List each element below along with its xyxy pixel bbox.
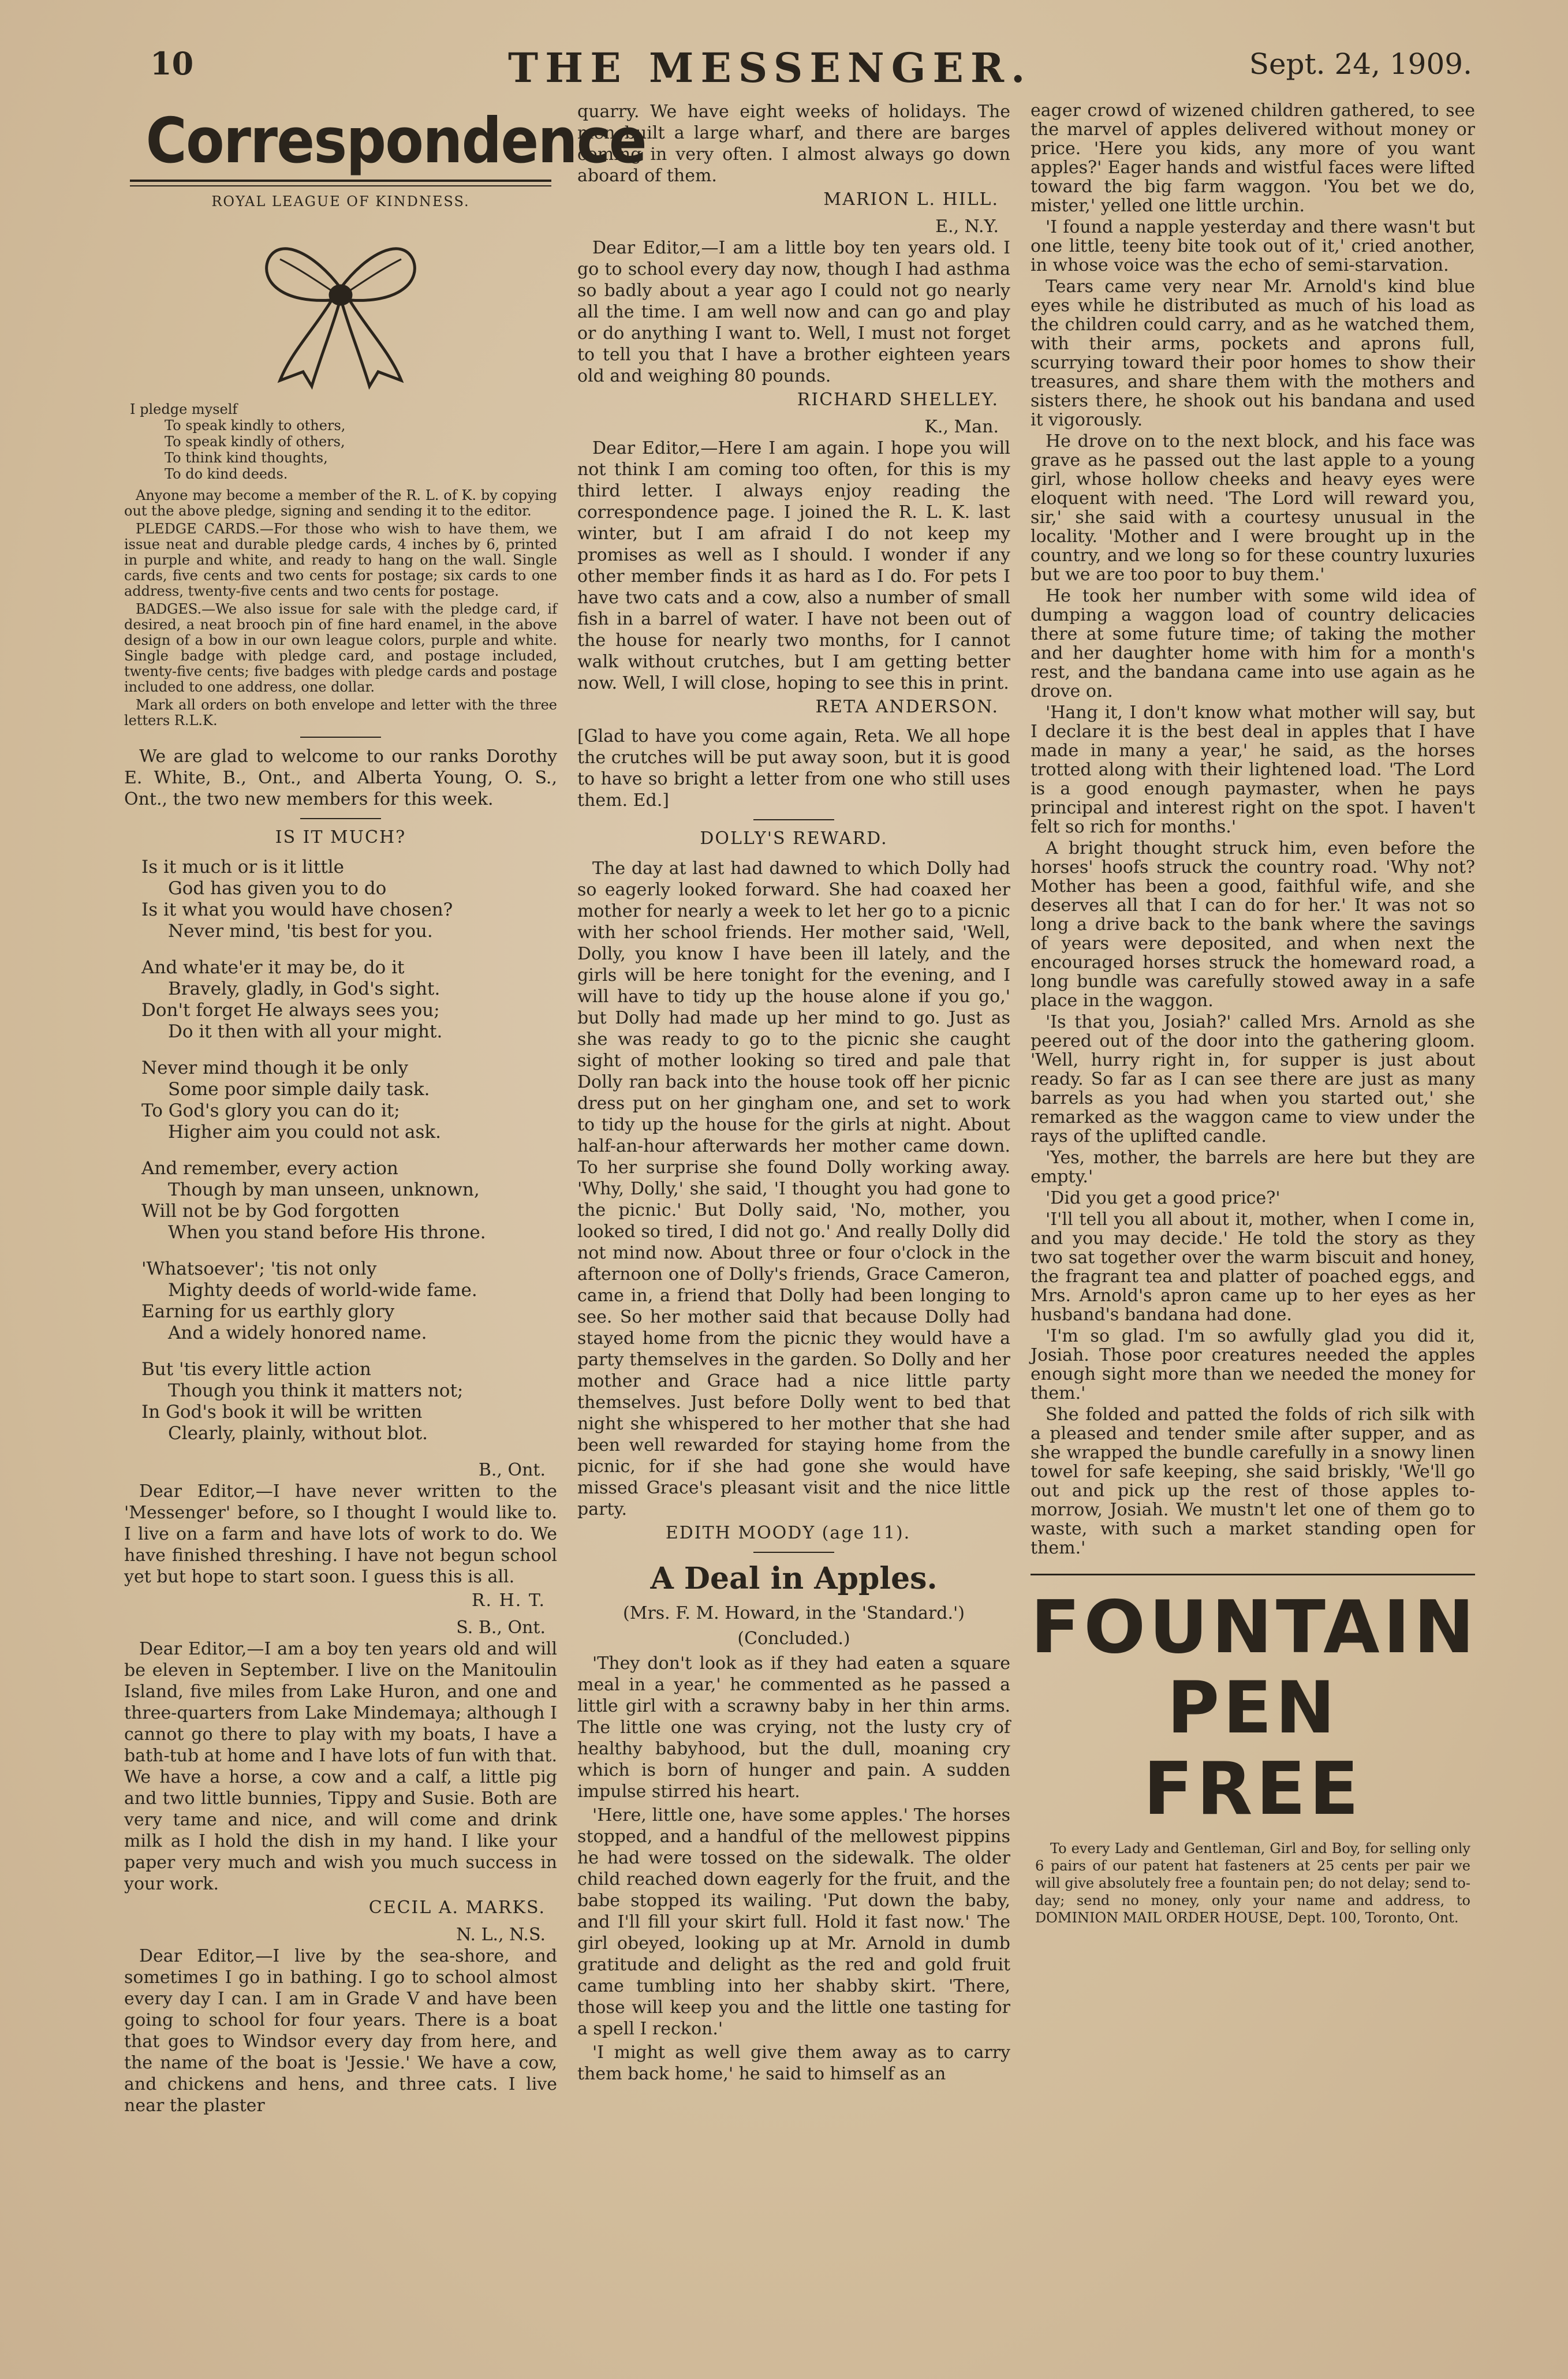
ad-headline: FREE: [1143, 1746, 1362, 1831]
article-source: (Mrs. F. M. Howard, in the 'Standard.'): [623, 1603, 965, 1623]
article-paragraph: 'I found a napple yesterday and there wasn't but one little, teeny bite took out of it,' cried another, in whose voice was the echo of semi-starvation.: [1031, 217, 1475, 275]
poem-line: And remember, every action: [141, 1158, 398, 1179]
article-paragraph: Tears came very near Mr. Arnold's kind blue eyes while he distributed as much of his load as the children could carry, and as he watched them, with their arms, pockets and aprons full, scurrying toward their poor homes to show their treasures, and share them with the mothers and sisters there, he shook out his bandana and used it vigorously.: [1031, 277, 1475, 430]
poem-line: Earning for us earthly glory: [141, 1301, 395, 1322]
poem-line: In God's book it will be written: [141, 1402, 423, 1422]
article-paragraph: 'Here, little one, have some apples.' The horses stopped, and a handful of the mellowest pippins he had were tossed on the sidewalk. The older child reached down eagerly for the fruit, and the babe stopped its wailing. 'Put down the baby, and I'll fill your skirt full. Hold it fast now.' The girl obeyed, looking up at Mr. Arnold in dumb gratitude and delight as the red and gold fruit came tumbling into her shabby skirt. 'There, those will keep you and the little one tasting for a spell I reckon.': [577, 1805, 1010, 2039]
fountain-pen-advertisement: [1031, 1574, 1478, 1926]
article-paragraph: 'Yes, mother, the barrels are here but they are empty.': [1031, 1148, 1475, 1187]
newspaper-title: THE MESSENGER.: [508, 44, 1032, 92]
poem-line: Do it then with all your might.: [168, 1021, 443, 1042]
poem-line: To God's glory you can do it;: [141, 1100, 400, 1121]
letter-place: N. L., N.S.: [456, 1925, 546, 1945]
article-paragraph: He took her number with some wild idea of dumping a waggon load of country delicacies there at some future time; of taking the mother and her daughter home with him for a month's rest, and the bandana came into use again as he drove on.: [1031, 586, 1475, 701]
divider: [300, 818, 381, 819]
rule-paragraph: BADGES.—We also issue for sale with the pledge card, if desired, a neat brooch pin of fine hard enamel, in the above design of a bow in our own league colors, purple and white. Single badge with pledge card, and postage included, twenty-five cents; five badges with pledge cards and postage included to one address, one dollar.: [124, 601, 557, 695]
rule-paragraph: PLEDGE CARDS.—For those who wish to have them, we issue neat and durable pledge cards, 4 inches by 6, printed in purple and white, and ready to hang on the wall. Single cards, five cents and two cents for postage; six cards to one address, twenty-five cents and two cents for postage.: [124, 521, 557, 599]
article-continued: [1031, 101, 1475, 1558]
poem-line: Is it much or is it little: [141, 857, 345, 877]
pledge-line: To speak kindly of others,: [165, 434, 345, 450]
letter-text: Dear Editor,—I live by the sea-shore, and sometimes I go in bathing. I go to school almost every day I can. I am in Grade V and have been going to school for four years. There is a boat that goes to Windsor every day from here, and the name of the boat is 'Jessie.' We have a cow, and chickens and hens, and three cats. I live near the plaster: [124, 1946, 557, 2116]
poem: [141, 857, 557, 1444]
article-paragraph: 'Did you get a good price?': [1046, 1188, 1280, 1208]
poem-stanza: [141, 1258, 557, 1344]
article-paragraph: 'I'll tell you all about it, mother, when I come in, and you may decide.' He told the story as they two sat together over the warm biscuit and honey, the fragrant tea and platter of poached eggs, and Mrs. Arnold's apron came up to her eyes as her husband's bandana had done.: [1031, 1209, 1475, 1325]
poem-line: Never mind, 'tis best for you.: [168, 921, 433, 942]
pledge-line: I pledge myself: [130, 401, 238, 417]
story-title: DOLLY'S REWARD.: [700, 828, 888, 849]
letter-place: E., N.Y.: [935, 216, 999, 237]
poem-line: Never mind though it be only: [141, 1058, 409, 1078]
letter-signature: CECIL A. MARKS.: [368, 1898, 546, 1918]
poem-title: IS IT MUCH?: [275, 827, 406, 847]
article-paragraph: 'Hang it, I don't know what mother will say, but I declare it is the best deal in apples that I have made in many a year,' he said, as the horses trotted along with their lightened load. 'The Lord is a good enough paymaster, when he pays principal and interest right on the spot. I haven't felt so rich for months.': [1031, 703, 1475, 837]
ribbon-bow-icon: [245, 213, 436, 392]
letter-place: S. B., Ont.: [456, 1618, 546, 1638]
divider: [753, 819, 834, 820]
column-2: [577, 101, 1010, 2335]
editor-note: [Glad to have you come again, Reta. We all hope the crutches will be put away soon, but it is good to have so bright a letter from one who still uses them. Ed.]: [577, 726, 1010, 811]
poem-line: Is it what you would have chosen?: [141, 899, 453, 920]
poem-stanza: [141, 1158, 557, 1243]
poem-line: Mighty deeds of world-wide fame.: [168, 1280, 477, 1301]
article-paragraph: 'Is that you, Josiah?' called Mrs. Arnold as she peered out of the door into the gathering gloom. 'Well, hurry right in, for supper is just about ready. So far as I can see there are just as many barrels as you had when you started out,' she remarked as the waggon came to view under the rays of the uplifted candle.: [1031, 1012, 1475, 1146]
column-3: [1031, 100, 1478, 2335]
league-rules: [124, 488, 557, 729]
article-paragraph: He drove on to the next block, and his face was grave as he passed out the last apple to a young girl, whose hollow cheeks and heavy eyes were eloquent with need. 'The Lord will reward you, sir,' she said with a courtesy unusual in the locality. 'Mother and I were brought up in the country, and we long so for these country luxuries but we are too poor to buy them.': [1031, 431, 1475, 585]
poem-line: Bravely, gladly, in God's sight.: [168, 979, 440, 999]
article-paragraph: eager crowd of wizened children gathered, to see the marvel of apples delivered without money or price. 'Here you kids, any more of you want apples?' Eager hands and wistful faces were lifted toward the big farm waggon. 'You bet we do, mister,' yelled one little urchin.: [1031, 100, 1475, 216]
title-rule: [130, 180, 551, 186]
poem-line: But 'tis every little action: [141, 1359, 371, 1380]
letter-place: B., Ont.: [478, 1460, 546, 1480]
rule-paragraph: Anyone may become a member of the R. L. of K. by copying out the above pledge, signing and sending it to the editor.: [124, 487, 557, 519]
column-1: [124, 101, 646, 2335]
ad-body: To every Lady and Gentleman, Girl and Boy, for selling only 6 pairs of our patent hat fasteners at 25 cents per pair we will give absolutely free a fountain pen; do not delay; send to-day; send no money, only your name and address, to DOMINION MAIL ORDER HOUSE, Dept. 100, Toronto, Ont.: [1035, 1840, 1470, 1926]
story-signature: EDITH MOODY (age 11).: [665, 1523, 911, 1543]
welcome-paragraph: We are glad to welcome to our ranks Dorothy E. White, B., Ont., and Alberta Young, O. S., Ont., the two new members for this week.: [124, 746, 557, 809]
ad-headline: FOUNTAIN: [1031, 1585, 1478, 1670]
rule-paragraph: Mark all orders on both envelope and letter with the three letters R.L.K.: [124, 697, 557, 729]
section-title: Correspondence: [145, 105, 646, 177]
letter-signature: RETA ANDERSON.: [815, 697, 999, 717]
pledge-line: To speak kindly to others,: [165, 417, 346, 434]
article-paragraph: A bright thought struck him, even before the horses' hoofs struck the country road. 'Why not? Mother has been a good, faithful wife, and she deserves all that I can do for her.' It was not so long a drive back to the bank where the savings of years were deposited, and when next the encouraged horses struck the homeward road, a long bundle was carefully stowed away in a safe place in the waggon.: [1031, 838, 1475, 1011]
poem-line: 'Whatsoever'; 'tis not only: [141, 1258, 377, 1279]
letter-text: Dear Editor,—I have never written to the 'Messenger' before, so I thought I would like to. I live on a farm and have lots of work to do. We have finished threshing. I have not begun school yet but hope to start soon. I guess this is all.: [124, 1481, 557, 1587]
poem-line: Though you think it matters not;: [168, 1380, 464, 1401]
page-number: 10: [150, 45, 194, 82]
poem-line: When you stand before His throne.: [168, 1222, 486, 1243]
page-header: [133, 40, 1472, 92]
pledge-text: [130, 401, 557, 482]
article-paragraph: 'I might as well give them away as to carry them back home,' he said to himself as an: [577, 2042, 1010, 2084]
divider: [300, 737, 381, 738]
poem-stanza: [141, 957, 557, 1043]
poem-line: Will not be by God forgotten: [141, 1201, 400, 1222]
pledge-line: To think kind thoughts,: [165, 450, 328, 466]
letter-signature: RICHARD SHELLEY.: [797, 390, 999, 410]
letter-text: Dear Editor,—I am a little boy ten years old. I go to school every day now, though I had asthma so badly about a year ago I could not go nearly all the time. I am well now and can go and play or do anything I want to. Well, I must not forget to tell you that I have a brother eighteen years old and weighing 80 pounds.: [577, 238, 1010, 386]
poem-line: Clearly, plainly, without blot.: [168, 1423, 428, 1444]
letter-signature: MARION L. HILL.: [823, 189, 999, 210]
poem-line: Higher aim you could not ask.: [168, 1122, 441, 1142]
article-paragraph: 'I'm so glad. I'm so awfully glad you did it, Josiah. Those poor creatures needed the apples enough sight more than we needed the money for them.': [1031, 1326, 1475, 1403]
divider: [753, 1552, 834, 1553]
letter-text: Dear Editor,—I am a boy ten years old and will be eleven in September. I live on the Manitoulin Island, five miles from Lake Huron, and one and three-quarters from Lake Mindemaya; although I cannot go there to play with my boats, I have a bath-tub at home and I have lots of fun with that. We have a horse, a cow and a calf, a little pig and two little bunnies, Tippy and Susie. Both are very tame and nice, and will come and drink milk as I hold the dish in my hand. I like your paper very much and wish you much success in your work.: [124, 1639, 557, 1894]
issue-date: Sept. 24, 1909.: [1249, 47, 1472, 81]
poem-line: Some poor simple daily task.: [168, 1079, 430, 1100]
article-paragraph: 'They don't look as if they had eaten a square meal in a year,' he commented as he passed a little girl with a scrawny baby in her thin arms. The little one was crying, not the lusty cry of healthy babyhood, but the dull, moaning cry which is born of hunger and pain. A sudden impulse stirred his heart.: [577, 1653, 1010, 1802]
article-paragraph: She folded and patted the folds of rich silk with a pleased and tender smile after supper, and as she wrapped the bundle carefully in a snowy linen towel for safe keeping, she said briskly, 'We'll go out and pick up the rest of those apples to-morrow, Josiah. We mustn't let one of them go to waste, with such a market standing open for them.': [1031, 1405, 1475, 1558]
story-text: The day at last had dawned to which Dolly had so eagerly looked forward. She had coaxed her mother for nearly a week to let her go to a picnic with her school friends. Her mother said, 'Well, Dolly, you know I have been ill lately, and the girls will be here tonight for the evening, and I will have to tidy up the house alone if you go,' but Dolly had made up her mind to go. Just as she was ready to go to the picnic she caught sight of mother looking so tired and pale that Dolly ran back into the house took off her picnic dress put on her gingham one, and set to work to tidy up the house for the girls at night. About half-an-hour afterwards her mother came down. To her surprise she found Dolly working away. 'Why, Dolly,' she said, 'I thought you had gone to the picnic.' But Dolly said, 'No, mother, you looked so tired, I did not go.' And really Dolly did not mind now. About three or four o'clock in the afternoon one of Dolly's friends, Grace Cameron, came in, a friend that Dolly had been longing to see. So her mother said that because Dolly had stayed home from the picnic they would have a party themselves in the garden. So Dolly and her mother and Grace had a nice little party themselves. Just before Dolly went to bed that night she whispered to her mother that she had been well rewarded for staying home from the picnic, for if she had gone she would have missed Grace's pleasant visit and the nice little party.: [577, 858, 1010, 1519]
poem-line: God has given you to do: [168, 878, 387, 899]
poem-stanza: [141, 1058, 557, 1143]
poem-line: And whate'er it may be, do it: [141, 957, 405, 978]
article-concluded: (Concluded.): [737, 1629, 850, 1649]
letter-text: quarry. We have eight weeks of holidays. The men built a large wharf, and there are barges coming in very often. I almost always go down aboard of them.: [577, 102, 1010, 186]
letter-text: Dear Editor,—Here I am again. I hope you will not think I am coming too often, for this is my third letter. I always enjoy reading the correspondence page. I joined the R. L. K. last winter, but I am afraid I do not keep my promises as well as I should. I wonder if any other member finds it as hard as I do. For pets I have two cats and a cow, also a number of small fish in a barrel of water. I have not been out of the house for nearly two months, for I cannot walk without crutches, but I am getting better now. Well, I will close, hoping to see this in print.: [577, 438, 1010, 693]
article-title: A Deal in Apples.: [650, 1561, 938, 1596]
league-heading: ROYAL LEAGUE OF KINDNESS.: [211, 193, 470, 210]
poem-line: Though by man unseen, unknown,: [168, 1179, 480, 1200]
letter-signature: R. H. T.: [471, 1590, 546, 1611]
poem-line: And a widely honored name.: [168, 1323, 427, 1343]
ad-headline: PEN: [1167, 1667, 1339, 1750]
poem-line: Don't forget He always sees you;: [141, 1000, 440, 1021]
letter-place: K., Man.: [924, 417, 999, 437]
poem-stanza: [141, 1359, 557, 1444]
pledge-line: To do kind deeds.: [165, 466, 288, 482]
poem-stanza: [141, 857, 557, 942]
